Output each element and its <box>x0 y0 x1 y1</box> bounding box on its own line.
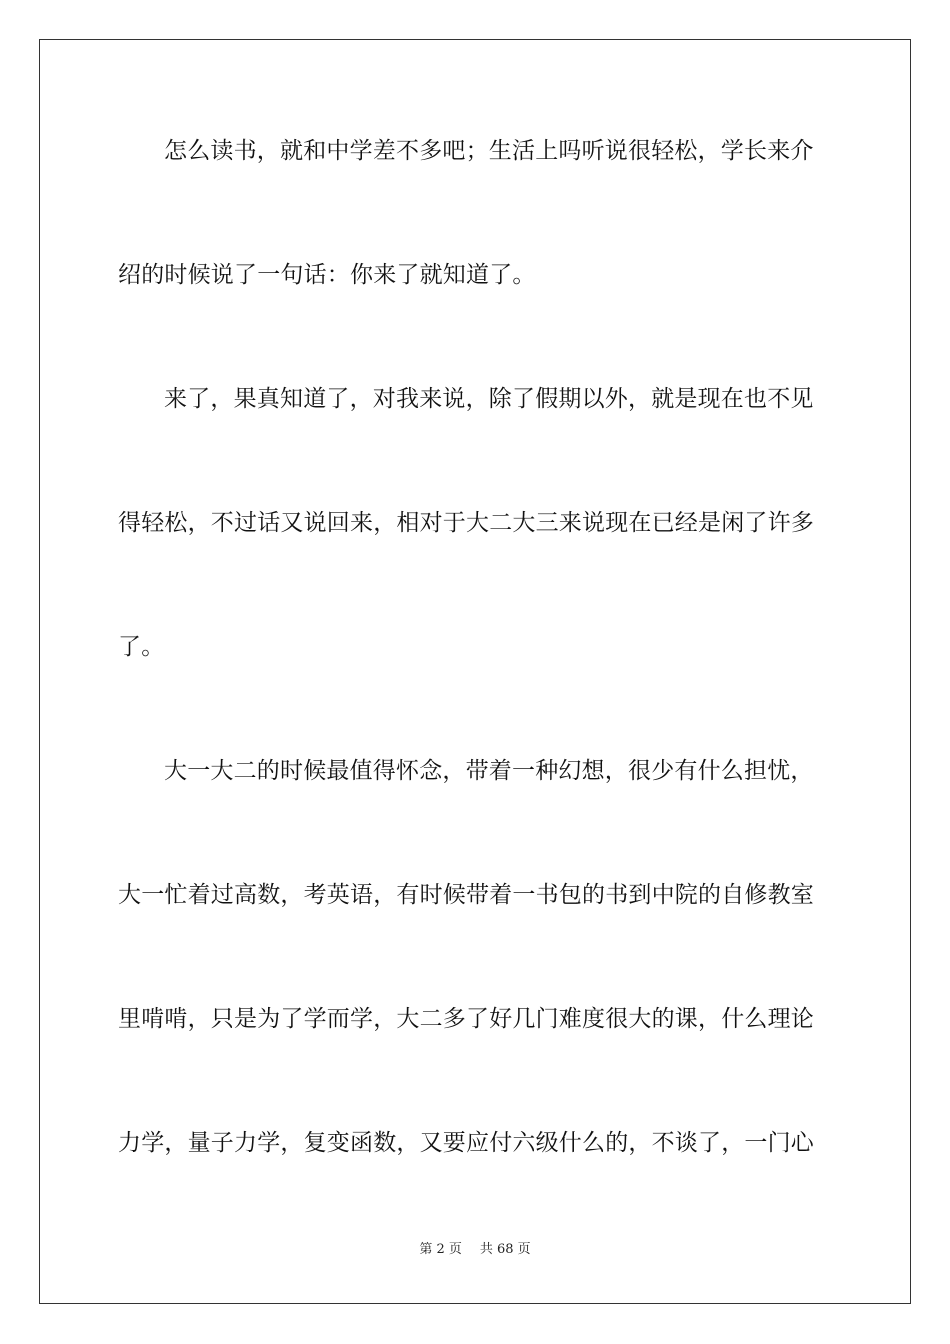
paragraph-3-line-2: 大一忙着过高数，考英语，有时候带着一书包的书到中院的自修教室 <box>118 882 814 908</box>
page-number: 第 2 页 <box>419 1242 462 1257</box>
page-footer <box>0 1241 950 1259</box>
page-border <box>39 39 911 1304</box>
paragraph-2-line-1: 来了，果真知道了，对我来说，除了假期以外，就是现在也不见 <box>164 386 814 412</box>
paragraph-3-line-1: 大一大二的时候最值得怀念，带着一种幻想，很少有什么担忧， <box>164 758 814 784</box>
paragraph-1-line-1: 怎么读书，就和中学差不多吧；生活上吗听说很轻松，学长来介 <box>164 138 814 164</box>
paragraph-2-line-2: 得轻松，不过话又说回来，相对于大二大三来说现在已经是闲了许多 <box>118 510 814 536</box>
page-total: 共 68 页 <box>479 1242 531 1257</box>
paragraph-2-line-3: 了。 <box>118 634 165 660</box>
paragraph-3-line-3: 里啃啃，只是为了学而学，大二多了好几门难度很大的课，什么理论 <box>118 1006 814 1032</box>
paragraph-3-line-4: 力学，量子力学，复变函数，又要应付六级什么的，不谈了，一门心 <box>118 1130 814 1156</box>
paragraph-1-line-2: 绍的时候说了一句话：你来了就知道了。 <box>118 262 536 288</box>
